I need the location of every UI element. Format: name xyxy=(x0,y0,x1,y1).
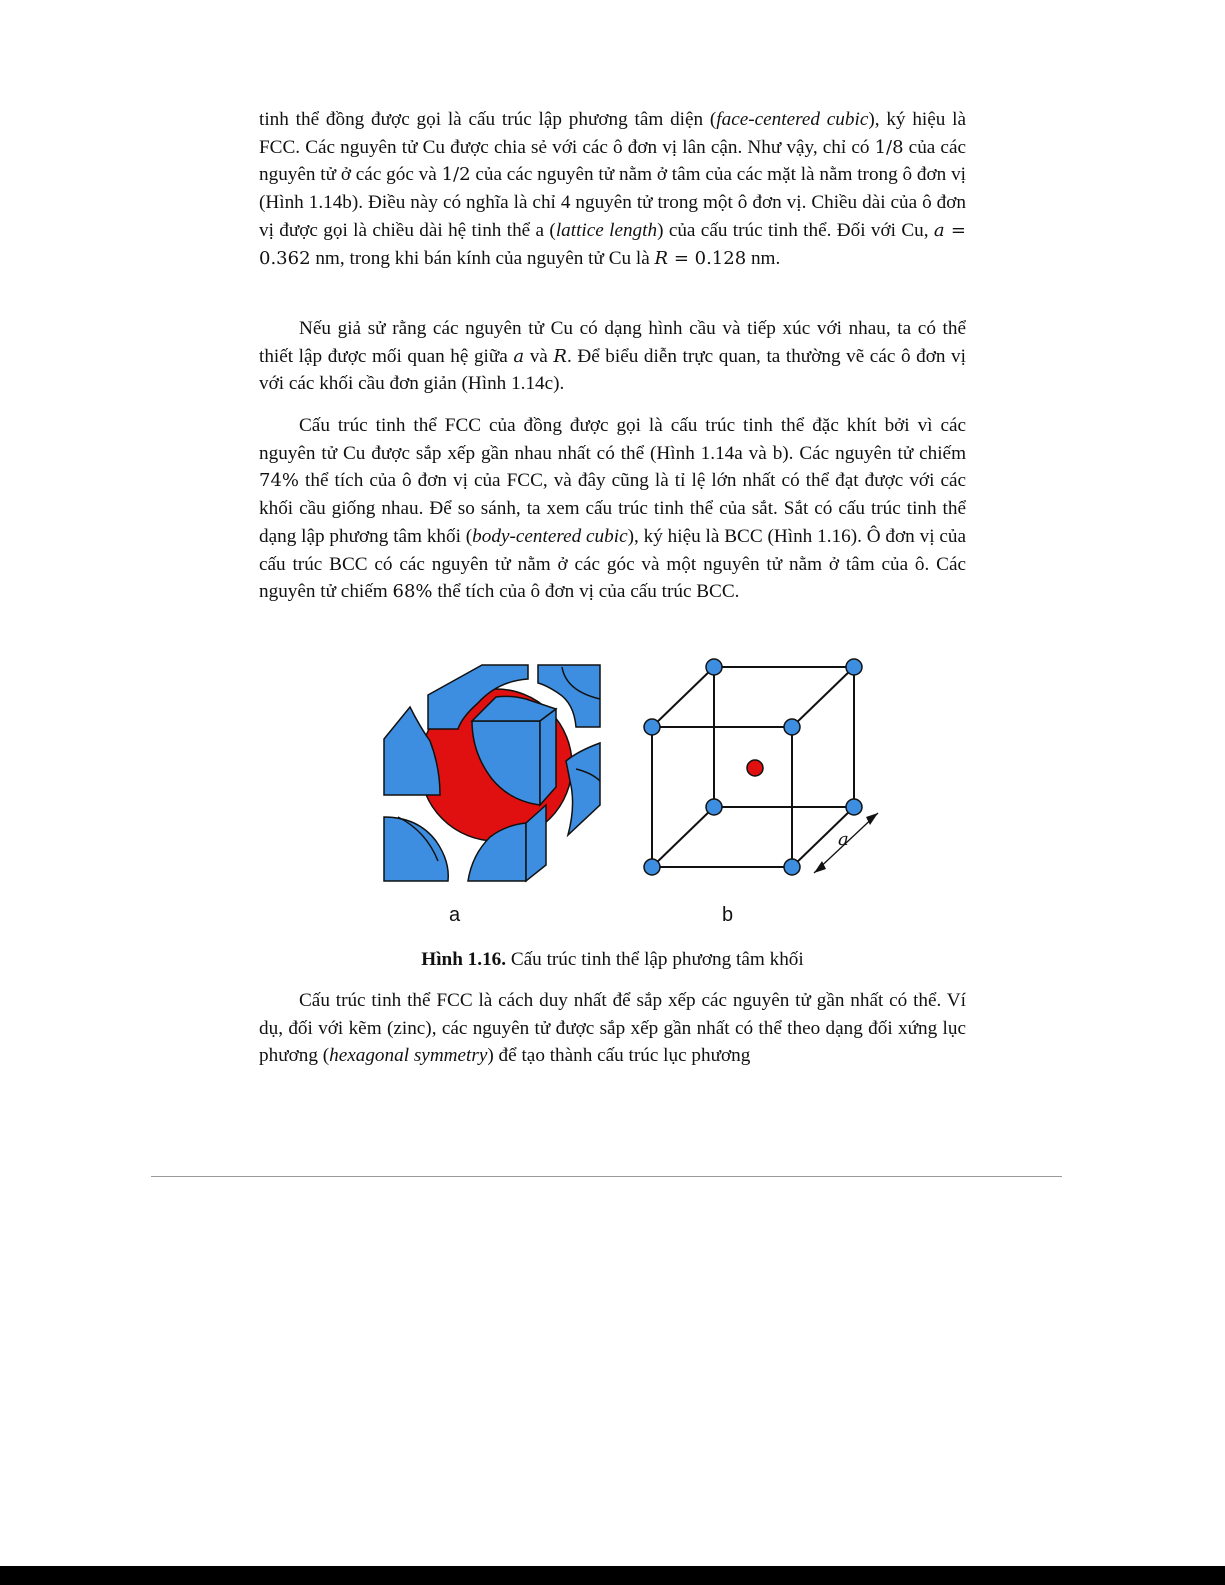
text-run: nm, trong khi bán kính của nguyên tử Cu là xyxy=(310,247,655,269)
text-run: nm. xyxy=(746,247,781,269)
body-center-atom xyxy=(747,760,763,776)
panel-b-wireframe-model xyxy=(644,659,878,875)
text-run: ), ký hiệu là BCC (Hình 1.16). Ô đơn vị của cấu trúc BCC có các nguyên tử nằm ở các góc và một nguyên tử nằm ở tâm của ô. Các nguyên tử chiếm xyxy=(259,525,967,603)
paragraph-4 xyxy=(259,987,966,1070)
math-value-a: = 0.362 xyxy=(259,219,966,269)
figure-label-b: b xyxy=(722,904,734,926)
percent-bcc: 68% xyxy=(392,581,433,603)
math-variable-a: a xyxy=(513,345,525,367)
fraction-one-half: 1/2 xyxy=(441,164,471,186)
italic-term: face-centered cubic xyxy=(716,109,869,130)
corner-atom xyxy=(846,659,862,675)
percent-fcc: 74% xyxy=(259,470,300,492)
paragraph-3 xyxy=(259,412,966,606)
math-variable-r: R xyxy=(654,247,669,269)
cube-edge xyxy=(652,667,714,727)
math-value-r: = 0.128 xyxy=(668,247,747,269)
panel-a-space-filling-model xyxy=(384,665,600,881)
lattice-length-arrow xyxy=(814,813,878,873)
footer-separator-line xyxy=(151,1176,1062,1177)
corner-atom xyxy=(706,799,722,815)
corner-atom-front-top-side xyxy=(540,709,556,805)
page-bottom-border xyxy=(0,1566,1225,1585)
text-run: . Để biểu diễn trực quan, ta thường vẽ các ô đơn vị với các khối cầu đơn giản (Hình 1.14c). xyxy=(259,345,966,395)
text-run: ) để tạo thành cấu trúc lục phương xyxy=(487,1045,751,1067)
text-run: Cấu trúc tinh thể FCC của đồng được gọi là cấu trúc tinh thể đặc khít bởi vì các nguyên tử Cu được sắp xếp gần nhau nhất có thể (Hình 1.14a và b). Các nguyên tử chiếm xyxy=(259,415,966,464)
corner-atom xyxy=(706,659,722,675)
corner-atom-bottom-left xyxy=(384,817,448,881)
text-run: của các nguyên tử ở các góc và xyxy=(259,136,966,186)
corner-atom xyxy=(784,859,800,875)
italic-term: body-centered cubic xyxy=(472,525,628,547)
text-run: thể tích của ô đơn vị của cấu trúc BCC. xyxy=(432,581,740,603)
cube-edge xyxy=(792,667,854,727)
corner-atom xyxy=(644,719,660,735)
caption-label: Hình 1.16. xyxy=(421,949,507,970)
corner-atom-right-middle xyxy=(566,743,600,835)
cube-edge xyxy=(652,807,714,867)
math-variable-r: R xyxy=(553,345,567,367)
math-variable-a: a xyxy=(933,219,945,241)
text-run: thể tích của ô đơn vị của FCC, và đây cũng là tỉ lệ lớn nhất có thể đạt được với các khối cầu giống nhau. Để so sánh, ta xem cấu trúc tinh thể của sắt. Sắt có cấu trúc tinh thể dạng lập phương tâm khối ( xyxy=(259,470,966,547)
paragraph-2 xyxy=(259,315,966,398)
text-run: của các nguyên tử nằm ở tâm của các mặt là nằm trong ô đơn vị (Hình 1.14b). Điều này có nghĩa là chỉ 4 nguyên tử trong một ô đơn vị. Chiều dài của ô đơn vị được gọi là chiều dài hệ tinh thể a ( xyxy=(259,164,966,241)
italic-term: lattice length xyxy=(555,219,658,241)
text-run: Cấu trúc tinh thể FCC là cách duy nhất để sắp xếp các nguyên tử gần nhất có thể. Ví dụ, đối với kẽm (zinc), các nguyên tử được sắp xếp gần nhất có thể theo dạng đối xứng lục phương ( xyxy=(259,990,966,1067)
text-run: tinh thể đồng được gọi là cấu trúc lập phương tâm diện ( xyxy=(259,109,717,130)
text-run: Nếu giả sử rằng các nguyên tử Cu có dạng hình cầu và tiếp xúc với nhau, ta có thể thiết lập được mối quan hệ giữa xyxy=(259,318,966,367)
italic-term: hexagonal symmetry xyxy=(329,1045,488,1067)
paragraph-1 xyxy=(259,106,966,272)
fraction-one-eighth: 1/8 xyxy=(874,136,904,158)
corner-atom xyxy=(644,859,660,875)
figure-caption xyxy=(259,946,966,973)
text-run: ), ký hiệu là FCC. Các nguyên tử Cu được chia sẻ với các ô đơn vị lân cận. Như vậy, chỉ có xyxy=(259,109,966,158)
figure-label-a: a xyxy=(449,904,461,926)
corner-atom xyxy=(846,799,862,815)
caption-text: Cấu trúc tinh thể lập phương tâm khối xyxy=(506,949,804,970)
corner-atom xyxy=(784,719,800,735)
text-run: ) của cấu trúc tinh thể. Đối với Cu, xyxy=(657,219,934,241)
lattice-length-label: a xyxy=(838,829,849,850)
figure-bcc-structure xyxy=(380,655,900,895)
text-run: và xyxy=(524,345,554,367)
